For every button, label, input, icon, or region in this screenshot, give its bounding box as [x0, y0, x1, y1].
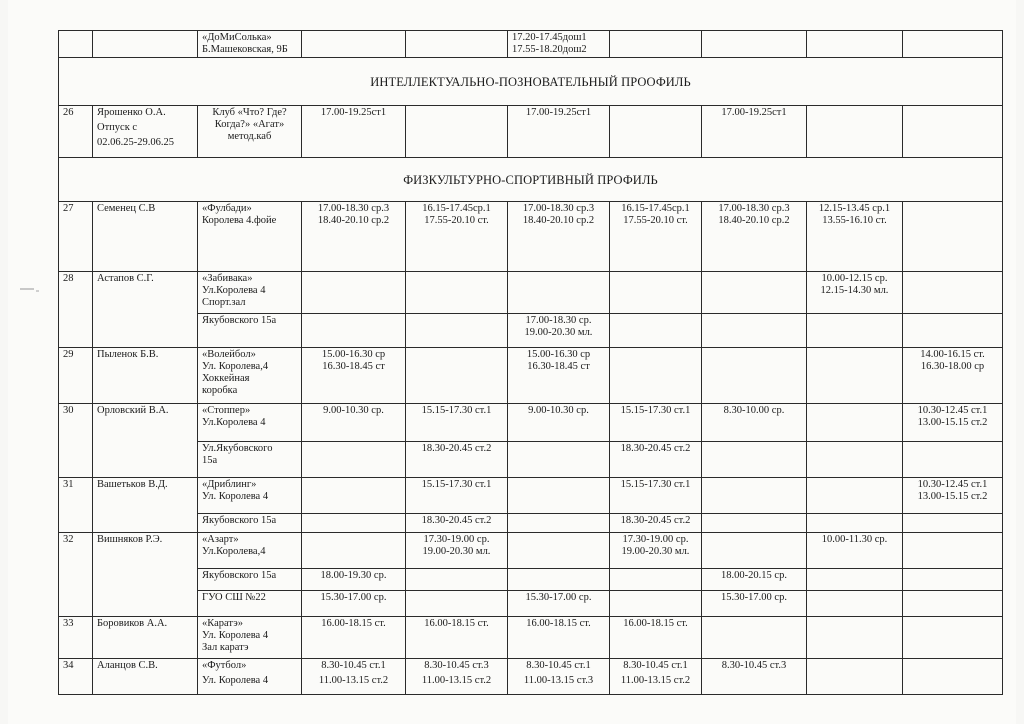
- schedule-cell: 8.30-10.00 ср.: [702, 404, 807, 442]
- row-number: 33: [59, 617, 93, 659]
- club-cell: «ДоМиСолька» Б.Машековская, 9Б: [198, 31, 302, 58]
- schedule-cell: 16.00-18.15 ст.: [302, 617, 406, 659]
- address-cell: Якубовского 15а: [198, 314, 302, 348]
- section-header: [59, 58, 1003, 106]
- row-number: 34: [59, 659, 93, 695]
- schedule-cell: 16.00-18.15 ст.: [406, 617, 508, 659]
- club-cell: «Футбол» Ул. Королева 4: [198, 659, 302, 695]
- schedule-cell: 17.00-18.30 ср.3 18.40-20.10 ср.2: [508, 202, 610, 272]
- schedule-cell: 10.30-12.45 ст.1 13.00-15.15 ст.2: [903, 404, 1003, 442]
- scan-speck: [20, 288, 34, 290]
- table-row: [59, 404, 1003, 442]
- club-cell: «Дриблинг» Ул. Королева 4: [198, 478, 302, 514]
- schedule-cell: 15.15-17.30 ст.1: [406, 404, 508, 442]
- teacher-cell: Аланцов С.В.: [93, 659, 198, 695]
- schedule-cell: 17.00-19.25ст1: [508, 106, 610, 158]
- teacher-cell: Орловский В.А.: [93, 404, 198, 478]
- schedule-cell: 17.00-18.30 ср.3 18.40-20.10 ср.2: [702, 202, 807, 272]
- address-cell: Ул.Якубовского 15а: [198, 442, 302, 478]
- schedule-cell: 17.00-18.30 ср. 19.00-20.30 мл.: [508, 314, 610, 348]
- table-row: [59, 478, 1003, 514]
- section-header: [59, 158, 1003, 202]
- schedule-cell: 16.15-17.45ср.1 17.55-20.10 ст.: [406, 202, 508, 272]
- club-cell: «Стоппер» Ул.Королева 4: [198, 404, 302, 442]
- teacher-cell: Вашетьков В.Д.: [93, 478, 198, 533]
- schedule-cell: 17.20-17.45дош1 17.55-18.20дош2: [508, 31, 610, 58]
- address-cell: Якубовского 15а: [198, 569, 302, 591]
- schedule-cell: 17.30-19.00 ср. 19.00-20.30 мл.: [610, 533, 702, 569]
- teacher-cell: Пыленок Б.В.: [93, 348, 198, 404]
- schedule-cell: 9.00-10.30 ср.: [302, 404, 406, 442]
- schedule-cell: 15.00-16.30 ср 16.30-18.45 ст: [508, 348, 610, 404]
- club-cell: «Азарт» Ул.Королева,4: [198, 533, 302, 569]
- schedule-cell: 15.00-16.30 ср 16.30-18.45 ст: [302, 348, 406, 404]
- address-cell: ГУО СШ №22: [198, 591, 302, 617]
- table-row: [59, 202, 1003, 272]
- schedule-cell: 18.30-20.45 ст.2: [610, 514, 702, 533]
- table-row: [59, 442, 1003, 478]
- schedule-cell: 8.30-10.45 ст.1 11.00-13.15 ст.2: [302, 659, 406, 695]
- club-cell: «Волейбол» Ул. Королева,4 Хоккейная коробка: [198, 348, 302, 404]
- table-row: [59, 106, 1003, 158]
- schedule-cell: 18.30-20.45 ст.2: [406, 514, 508, 533]
- club-cell: «Каратэ» Ул. Королева 4 Зал каратэ: [198, 617, 302, 659]
- schedule-cell: 18.30-20.45 ст.2: [406, 442, 508, 478]
- section-title: ФИЗКУЛЬТУРНО-СПОРТИВНЫЙ ПРОФИЛЬ: [59, 158, 1003, 202]
- schedule-cell: 15.30-17.00 ср.: [508, 591, 610, 617]
- schedule-cell: 15.30-17.00 ср.: [302, 591, 406, 617]
- section-title: ИНТЕЛЛЕКТУАЛЬНО-ПОЗНОВАТЕЛЬНЫЙ ПРООФИЛЬ: [59, 58, 1003, 106]
- schedule-cell: 18.00-20.15 ср.: [702, 569, 807, 591]
- schedule-cell: 15.15-17.30 ст.1: [610, 404, 702, 442]
- schedule-cell: 10.00-11.30 ср.: [807, 533, 903, 569]
- teacher-cell: Семенец С.В: [93, 202, 198, 272]
- teacher-cell: Астапов С.Г.: [93, 272, 198, 348]
- schedule-cell: 8.30-10.45 ст.3: [702, 659, 807, 695]
- schedule-cell: 16.00-18.15 ст.: [610, 617, 702, 659]
- schedule-cell: 10.00-12.15 ср. 12.15-14.30 мл.: [807, 272, 903, 314]
- schedule-cell: 14.00-16.15 ст. 16.30-18.00 ср: [903, 348, 1003, 404]
- schedule-cell: 16.00-18.15 ст.: [508, 617, 610, 659]
- schedule-cell: 15.30-17.00 ср.: [702, 591, 807, 617]
- schedule-cell: 17.00-19.25ст1: [702, 106, 807, 158]
- row-number: 30: [59, 404, 93, 478]
- row-number: 27: [59, 202, 93, 272]
- table-row: [59, 314, 1003, 348]
- schedule-cell: 16.15-17.45ср.1 17.55-20.10 ст.: [610, 202, 702, 272]
- table-row: [59, 659, 1003, 695]
- schedule-table: [58, 30, 1003, 695]
- teacher-cell: Вишняков Р.Э.: [93, 533, 198, 617]
- schedule-cell: 15.15-17.30 ст.1: [610, 478, 702, 514]
- schedule-cell: 10.30-12.45 ст.1 13.00-15.15 ст.2: [903, 478, 1003, 514]
- row-number: 31: [59, 478, 93, 533]
- schedule-cell: 15.15-17.30 ст.1: [406, 478, 508, 514]
- schedule-cell: 18.30-20.45 ст.2: [610, 442, 702, 478]
- table-row: [59, 569, 1003, 591]
- teacher-cell: Боровиков А.А.: [93, 617, 198, 659]
- address-cell: Якубовского 15а: [198, 514, 302, 533]
- row-number: 26: [59, 106, 93, 158]
- schedule-cell: 17.30-19.00 ср. 19.00-20.30 мл.: [406, 533, 508, 569]
- table-row: [59, 348, 1003, 404]
- row-number: 32: [59, 533, 93, 617]
- table-row: [59, 272, 1003, 314]
- schedule-cell: 8.30-10.45 ст.1 11.00-13.15 ст.2: [610, 659, 702, 695]
- row-number: 29: [59, 348, 93, 404]
- club-cell: «Забивака» Ул.Королева 4 Спорт.зал: [198, 272, 302, 314]
- table-row: [59, 514, 1003, 533]
- schedule-cell: 18.00-19.30 ср.: [302, 569, 406, 591]
- row-number: 28: [59, 272, 93, 348]
- schedule-cell: 17.00-18.30 ср.3 18.40-20.10 ср.2: [302, 202, 406, 272]
- club-cell: Клуб «Что? Где? Когда?» «Агат» метод.каб: [198, 106, 302, 158]
- schedule-cell: 8.30-10.45 ст.1 11.00-13.15 ст.3: [508, 659, 610, 695]
- schedule-cell: 9.00-10.30 ср.: [508, 404, 610, 442]
- schedule-cell: 8.30-10.45 ст.3 11.00-13.15 ст.2: [406, 659, 508, 695]
- table-row: [59, 533, 1003, 569]
- schedule-cell: 12.15-13.45 ср.1 13.55-16.10 ст.: [807, 202, 903, 272]
- scan-speck: [36, 290, 39, 292]
- table-row: [59, 31, 1003, 58]
- table-row: [59, 591, 1003, 617]
- club-cell: «Фулбади» Королева 4.фойе: [198, 202, 302, 272]
- schedule-cell: 17.00-19.25ст1: [302, 106, 406, 158]
- table-row: [59, 617, 1003, 659]
- teacher-cell: Ярошенко О.А. Отпуск с 02.06.25-29.06.25: [93, 106, 198, 158]
